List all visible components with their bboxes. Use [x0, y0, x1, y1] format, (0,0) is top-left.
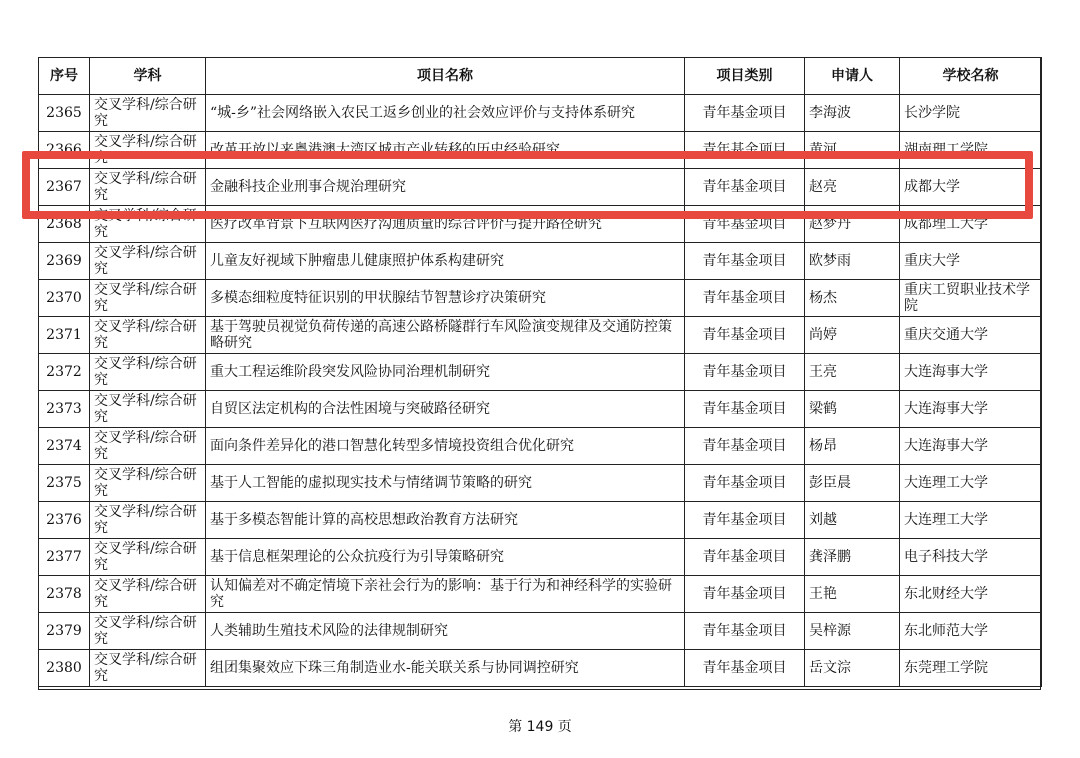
cell-project-name: 人类辅助生殖技术风险的法律规制研究: [206, 613, 685, 650]
cell-project-type: 青年基金项目: [685, 650, 805, 687]
cell-applicant: 赵梦丹: [805, 206, 900, 243]
header-school: 学校名称: [900, 58, 1042, 95]
cell-applicant: 龚泽鹏: [805, 539, 900, 576]
table-row: [39, 428, 1042, 465]
cell-applicant: 吴梓源: [805, 613, 900, 650]
cell-project-name: “城-乡”社会网络嵌入农民工返乡创业的社会效应评价与支持体系研究: [206, 95, 685, 132]
cell-serial: 2370: [39, 280, 90, 317]
cell-applicant: 黄河: [805, 132, 900, 169]
cell-school: 成都大学: [900, 169, 1042, 206]
cell-project-type: 青年基金项目: [685, 243, 805, 280]
cell-project-name: 基于多模态智能计算的高校思想政治教育方法研究: [206, 502, 685, 539]
cell-serial: 2371: [39, 317, 90, 354]
cell-project-name: 多模态细粒度特征识别的甲状腺结节智慧诊疗决策研究: [206, 280, 685, 317]
cell-project-type: 青年基金项目: [685, 354, 805, 391]
cell-applicant: 欧梦雨: [805, 243, 900, 280]
cell-school: 大连海事大学: [900, 391, 1042, 428]
table-row: [39, 465, 1042, 502]
cell-project-type: 青年基金项目: [685, 280, 805, 317]
table-row: [39, 354, 1042, 391]
cell-subject: 交叉学科/综合研究: [90, 243, 206, 280]
cell-subject: 交叉学科/综合研究: [90, 95, 206, 132]
cell-project-type: 青年基金项目: [685, 428, 805, 465]
cell-serial: 2367: [39, 169, 90, 206]
table-row: [39, 169, 1042, 206]
table-row: [39, 539, 1042, 576]
cell-school: 湖南理工学院: [900, 132, 1042, 169]
cell-applicant: 王艳: [805, 576, 900, 613]
cell-school: 大连理工大学: [900, 502, 1042, 539]
cell-school: 重庆交通大学: [900, 317, 1042, 354]
cell-project-name: 改革开放以来粤港澳大湾区城市产业转移的历史经验研究: [206, 132, 685, 169]
header-serial: 序号: [39, 58, 90, 95]
cell-serial: 2374: [39, 428, 90, 465]
cell-serial: 2372: [39, 354, 90, 391]
cell-serial: 2366: [39, 132, 90, 169]
table-row: [39, 132, 1042, 169]
cell-project-type: 青年基金项目: [685, 502, 805, 539]
cell-school: 长沙学院: [900, 95, 1042, 132]
cell-school: 重庆大学: [900, 243, 1042, 280]
cell-subject: 交叉学科/综合研究: [90, 280, 206, 317]
cell-applicant: 梁鹤: [805, 391, 900, 428]
cell-project-type: 青年基金项目: [685, 465, 805, 502]
header-subject: 学科: [90, 58, 206, 95]
cell-school: 电子科技大学: [900, 539, 1042, 576]
page-number: 第 149 页: [508, 719, 572, 735]
cell-school: 大连海事大学: [900, 354, 1042, 391]
table-row: [39, 391, 1042, 428]
cell-project-name: 自贸区法定机构的合法性困境与突破路径研究: [206, 391, 685, 428]
cell-serial: 2365: [39, 95, 90, 132]
cell-project-name: 组团集聚效应下珠三角制造业水-能关联关系与协同调控研究: [206, 650, 685, 687]
cell-school: 成都理工大学: [900, 206, 1042, 243]
cell-serial: 2379: [39, 613, 90, 650]
cell-subject: 交叉学科/综合研究: [90, 317, 206, 354]
cell-applicant: 刘越: [805, 502, 900, 539]
cell-subject: 交叉学科/综合研究: [90, 391, 206, 428]
cell-project-type: 青年基金项目: [685, 539, 805, 576]
cell-subject: 交叉学科/综合研究: [90, 465, 206, 502]
cell-applicant: 李海波: [805, 95, 900, 132]
cell-project-type: 青年基金项目: [685, 391, 805, 428]
cell-project-type: 青年基金项目: [685, 317, 805, 354]
cell-project-name: 医疗改革背景下互联网医疗沟通质量的综合评价与提升路径研究: [206, 206, 685, 243]
cell-subject: 交叉学科/综合研究: [90, 539, 206, 576]
cell-serial: 2369: [39, 243, 90, 280]
cell-project-type: 青年基金项目: [685, 132, 805, 169]
cell-subject: 交叉学科/综合研究: [90, 132, 206, 169]
table-row: [39, 650, 1042, 687]
table-row: [39, 206, 1042, 243]
cell-applicant: 彭臣晨: [805, 465, 900, 502]
cell-school: 大连海事大学: [900, 428, 1042, 465]
cell-project-name: 基于驾驶员视觉负荷传递的高速公路桥隧群行车风险演变规律及交通防控策略研究: [206, 317, 685, 354]
cell-project-name: 儿童友好视域下肿瘤患儿健康照护体系构建研究: [206, 243, 685, 280]
cell-project-type: 青年基金项目: [685, 613, 805, 650]
table-row: [39, 502, 1042, 539]
cell-project-type: 青年基金项目: [685, 206, 805, 243]
cell-school: 东北财经大学: [900, 576, 1042, 613]
cell-project-type: 青年基金项目: [685, 169, 805, 206]
cell-project-name: 面向条件差异化的港口智慧化转型多情境投资组合优化研究: [206, 428, 685, 465]
cell-project-name: 基于信息框架理论的公众抗疫行为引导策略研究: [206, 539, 685, 576]
cell-project-name: 基于人工智能的虚拟现实技术与情绪调节策略的研究: [206, 465, 685, 502]
cell-applicant: 岳文淙: [805, 650, 900, 687]
table-row: [39, 243, 1042, 280]
cell-subject: 交叉学科/综合研究: [90, 576, 206, 613]
header-project-name: 项目名称: [206, 58, 685, 95]
cell-applicant: 杨昂: [805, 428, 900, 465]
cell-applicant: 杨杰: [805, 280, 900, 317]
cell-serial: 2378: [39, 576, 90, 613]
cell-serial: 2373: [39, 391, 90, 428]
cell-applicant: 赵亮: [805, 169, 900, 206]
cell-school: 东莞理工学院: [900, 650, 1042, 687]
cell-subject: 交叉学科/综合研究: [90, 428, 206, 465]
cell-project-type: 青年基金项目: [685, 576, 805, 613]
cell-serial: 2375: [39, 465, 90, 502]
cell-school: 大连理工大学: [900, 465, 1042, 502]
cell-subject: 交叉学科/综合研究: [90, 354, 206, 391]
cell-applicant: 王亮: [805, 354, 900, 391]
cell-subject: 交叉学科/综合研究: [90, 613, 206, 650]
table-row: [39, 613, 1042, 650]
cell-subject: 交叉学科/综合研究: [90, 169, 206, 206]
cell-applicant: 尚婷: [805, 317, 900, 354]
header-project-type: 项目类别: [685, 58, 805, 95]
cell-school: 重庆工贸职业技术学院: [900, 280, 1042, 317]
cell-project-name: 认知偏差对不确定情境下亲社会行为的影响：基于行为和神经科学的实验研究: [206, 576, 685, 613]
table-row: [39, 95, 1042, 132]
cell-subject: 交叉学科/综合研究: [90, 206, 206, 243]
cell-serial: 2377: [39, 539, 90, 576]
table-header-row: [39, 58, 1042, 95]
cell-serial: 2368: [39, 206, 90, 243]
cell-serial: 2380: [39, 650, 90, 687]
header-applicant: 申请人: [805, 58, 900, 95]
table-row: [39, 576, 1042, 613]
table-row: [39, 280, 1042, 317]
cell-subject: 交叉学科/综合研究: [90, 502, 206, 539]
cell-subject: 交叉学科/综合研究: [90, 650, 206, 687]
cell-project-name: 金融科技企业刑事合规治理研究: [206, 169, 685, 206]
table-row: [39, 317, 1042, 354]
cell-school: 东北师范大学: [900, 613, 1042, 650]
cell-serial: 2376: [39, 502, 90, 539]
cell-project-type: 青年基金项目: [685, 95, 805, 132]
project-table: [38, 57, 1042, 687]
cell-project-name: 重大工程运维阶段突发风险协同治理机制研究: [206, 354, 685, 391]
